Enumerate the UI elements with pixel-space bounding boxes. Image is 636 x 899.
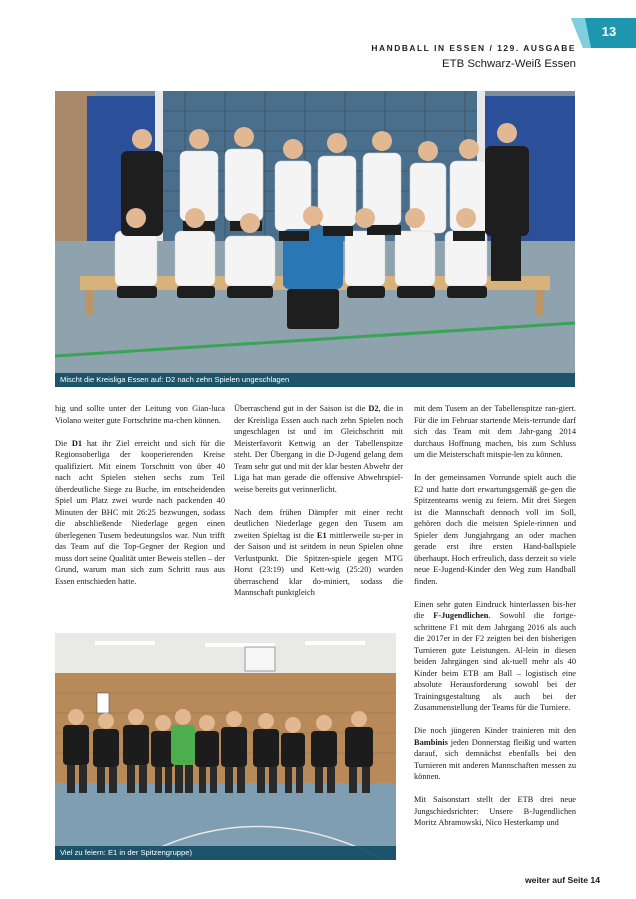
team-name-bambinis: Bambinis — [414, 737, 448, 747]
paragraph: Nach dem frühen Dämpfer mit einer recht deutlichen Niederlage gegen den Tusem am zweiten Spieltag ist die E1 mittlerweile su-per in der Saison und ist seitdem in neun Spielen ohne Verlustpunkt. Die Spitzen-spiele gegen MTG Horst (23:19) und Kett-wig (25:20) wurden überraschend klar do-miniert, sodass die Mannschaft punktgleich — [234, 507, 403, 597]
team-name-d1: D1 — [71, 438, 83, 448]
photo-caption: Mischt die Kreisliga Essen auf: D2 nach zehn Spielen ungeschlagen — [55, 373, 575, 387]
team-name-f-jugend: F-Jugendlichen — [433, 611, 489, 620]
continued-on-page[interactable]: weiter auf Seite 14 — [525, 875, 600, 885]
paragraph: hig und sollte unter der Leitung von Gian-luca Violano weiter gute Fortschritte ma-chen können. — [55, 404, 225, 425]
page-number: 13 — [601, 24, 617, 39]
article-column-3 — [414, 403, 576, 840]
team-photo-d2-image — [55, 91, 575, 387]
issue-header: HANDBALL IN ESSEN / 129. AUSGABE — [371, 43, 576, 53]
paragraph: mit dem Tusem an der Tabellenspitze ran-giert. Für die im Februar startende Meis-terrunde darf sich das Team mit dem Jahr-gang 2014 durchaus Hoffnung machen, bis zum Schluss um die Meisterschaft mitspie-len zu können. — [414, 404, 576, 459]
article-column-2 — [234, 403, 403, 610]
paragraph: Mit Saisonstart stellt der ETB drei neue Jungschiedsrichter: Unsere B-Jugendlichen Moritz Abramowski, Nico Hesterkamp und — [414, 795, 576, 827]
paragraph: Die D1 hat ihr Ziel erreicht und sich für die Regionsoberliga der kooperierenden Kreise qualifiziert. Mit einem Torschnitt von über 40 nach acht Spielen stehen sechs zum Teil überdeutliche Siege zu Buche, im entscheidenden Spiel um Platz zwei wurde nach packenden 40 Minuten der BHC mit 26:25 bezwungen, sodass die abschließende Niederlage gegen einen überlegenen Tusem bedeutungslos war. Nun trifft das Team auf die Top-Gegner der Region und muss dort seine Qualität unter Beweis stellen – der Grund, warum man sich zum Schritt raus aus Essen entschieden hatte. — [55, 438, 225, 586]
team-photo-d2 — [55, 91, 575, 387]
section-title: ETB Schwarz-Weiß Essen — [442, 58, 576, 70]
team-name-d2: D2 — [368, 404, 379, 413]
team-name-e1: E1 — [316, 530, 327, 540]
team-photo-e1 — [55, 633, 396, 860]
paragraph: In der gemeinsamen Vorrunde spielt auch die E2 und hatte dort erwartungsgemäß ge-gen die Spitzenteams wenig zu feiern. Mit drei Siegen ist die Mannschaft dennoch voll im Soll, gehören doch die meisten Spiele-rinnen und Spieler dem Jungjahrgang an oder machen gerade erst ihre ersten Hand-ballspiele überhaupt. Hoch erfreulich, dass derzeit so viele neue E-Jugend-Kinder den Weg zum Handball finden. — [414, 473, 576, 586]
photo-caption: Viel zu feiern: E1 in der Spitzengruppe) — [55, 846, 396, 860]
team-photo-e1-image — [55, 633, 396, 860]
paragraph: Überraschend gut in der Saison ist die D2, die in der Kreisliga Essen auch nach zehn Spielen noch ungeschlagen ist und im Gleichschritt mit Meisterfavorit Kettwig an der Tabellenspitze steht. Der Übergang in die D-Jugend gelang dem Team sehr gut und mit der klar besten Abwehr der Liga hat man gerade die offensive Abwehrspiel-weise bereits gut verinnerlicht. — [234, 404, 403, 494]
paragraph: Einen sehr guten Eindruck hinterlassen bis-her die F-Jugendlichen. Sowohl die fortge-schrittene F1 mit dem Jahrgang 2016 als auch die 2017er in der F2 zeigten bei den bisherigen Turnieren gute Leistungen. Al-lein in diesen beiden Jahrgängen sind ak-tuell mehr als 40 Kinder beim ETB am Ball – logistisch eine absolute Herausforderung sowohl bei der Trainingsgestaltung als auch bei der Zusammenstellung der Teams für die Turniere. — [414, 599, 576, 712]
paragraph: Die noch jüngeren Kinder trainieren mit den Bambinis jeden Donnerstag fleißig und warten darauf, sich demnächst ebenfalls bei den Turnieren mit anderen Mannschaften messen zu können. — [414, 726, 576, 781]
article-column-1-top — [55, 403, 225, 599]
